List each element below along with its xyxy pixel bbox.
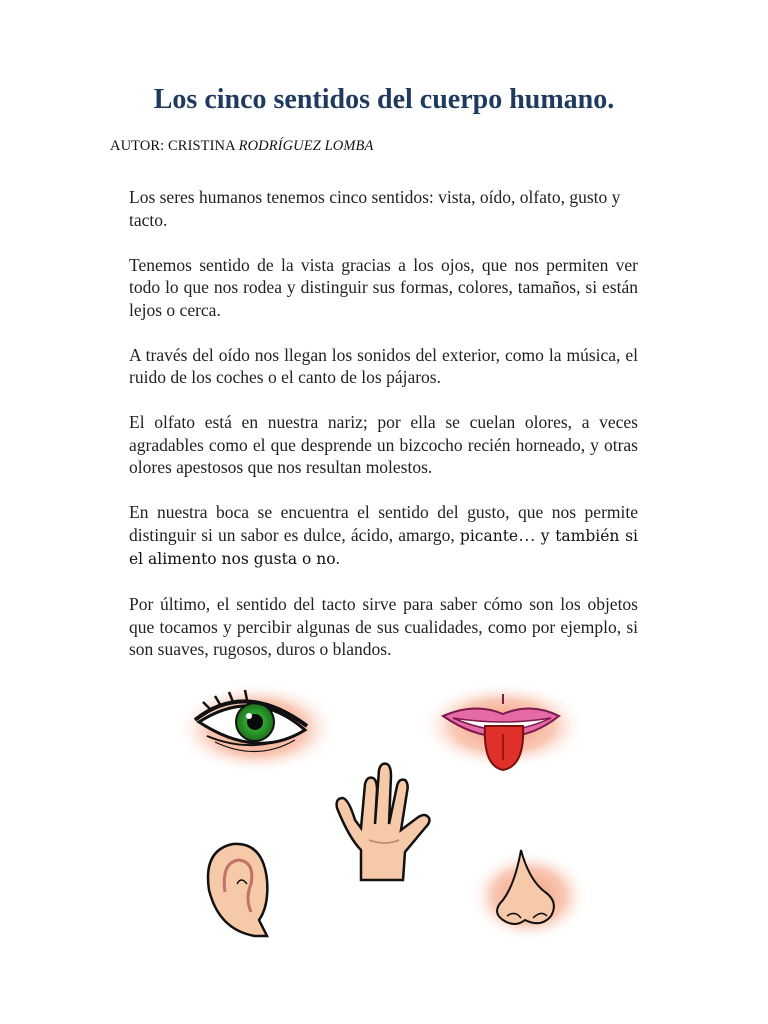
paragraph-touch: Por último, el sentido del tacto sirve para saber cómo son los objetos que tocamos y percibir algunas de sus cualidades, como por ejemplo, si son suaves, rugosos, duros o blandos. xyxy=(129,594,638,659)
taste-emphasis-a: picante xyxy=(459,526,519,545)
paragraph-hearing: A través del oído nos llegan los sonidos del exterior, como la música, el ruido de los coches o el canto de los pájaros. xyxy=(129,344,638,387)
taste-emphasis-b: y también si el alimento nos gusta o no xyxy=(129,526,638,568)
paragraph-smell: El olfato está en nuestra nariz; por ella se cuelan olores, a veces agradables como el que desprende un bizcocho recién horneado, y otras olores apestosos que nos resultan molestos. xyxy=(129,412,638,477)
ear-icon xyxy=(208,844,267,936)
author-surname: RODRÍGUEZ LOMBA xyxy=(238,138,374,154)
paragraph-intro: Los seres humanos tenemos cinco sentidos: vista, oído, olfato, gusto y tacto. xyxy=(129,187,621,230)
senses-drawing xyxy=(185,680,585,940)
taste-ellipsis: … xyxy=(518,524,541,545)
author-line xyxy=(110,138,373,155)
taste-end: . xyxy=(335,548,340,568)
eye-icon xyxy=(175,682,339,774)
document-body xyxy=(129,186,638,683)
author-prefix: AUTOR: CRISTINA xyxy=(110,138,239,154)
hand-icon xyxy=(337,764,430,880)
paragraph-taste xyxy=(129,501,638,571)
nose-icon xyxy=(469,850,589,942)
mouth-icon xyxy=(419,682,587,770)
paragraph-sight: Tenemos sentido de la vista gracias a los ojos, que nos permiten ver todo lo que nos rodea y distinguir sus formas, colores, tamaños, si están lejos o cerca. xyxy=(129,254,638,320)
taste-text: En nuestra boca se encuentra el sentido del gusto, que nos permite distinguir si un sabor es dulce, ácido, amargo, xyxy=(129,502,638,545)
document-title: Los cinco sentidos del cuerpo humano. xyxy=(153,84,615,115)
senses-illustration xyxy=(185,680,585,940)
